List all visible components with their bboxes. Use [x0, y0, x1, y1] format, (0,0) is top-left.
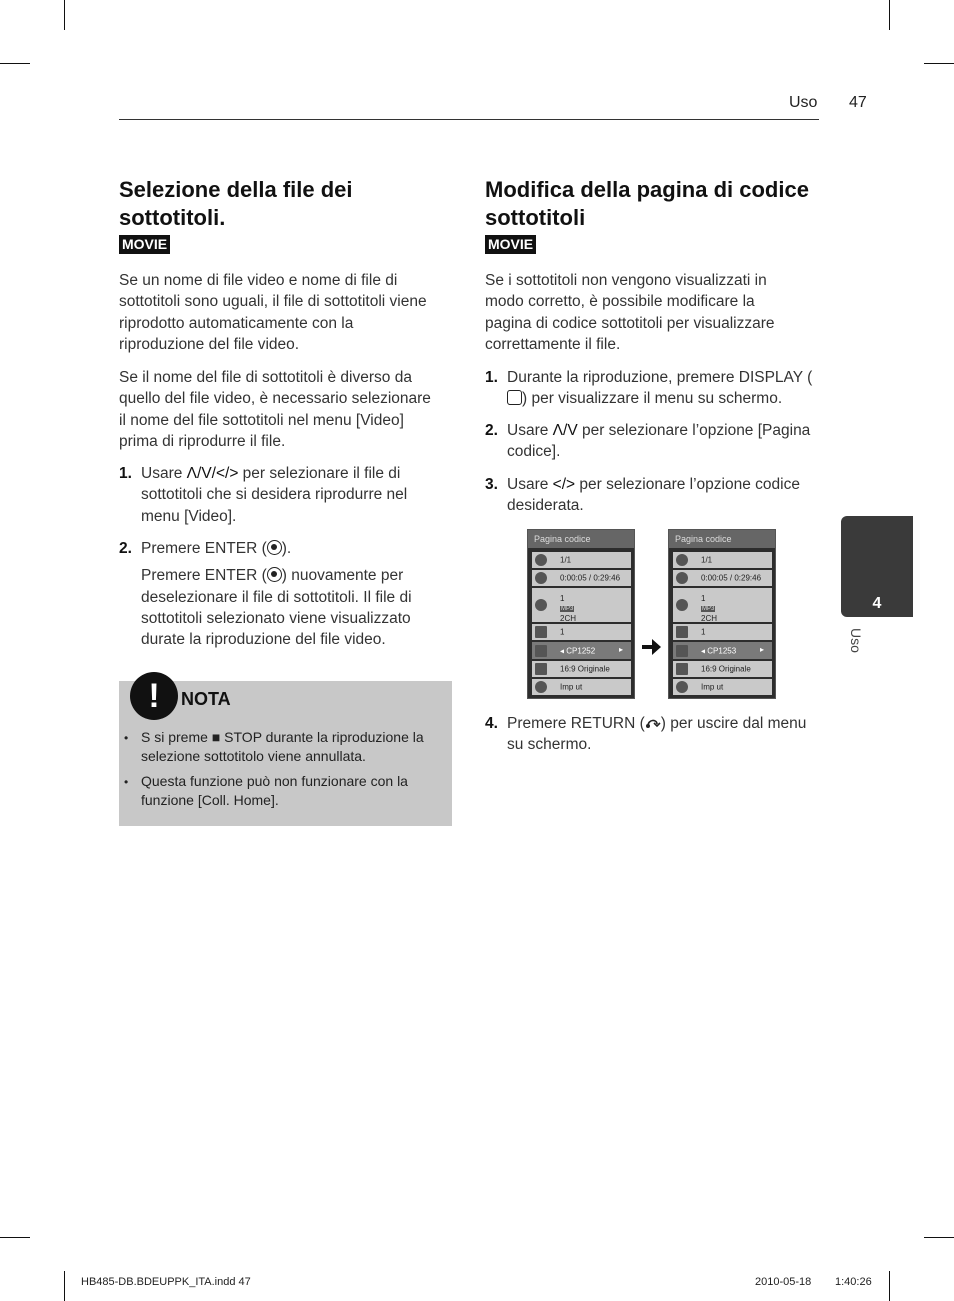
bullet: • [124, 731, 129, 745]
step-number: 1. [485, 369, 498, 386]
menu-value: Imp ut [701, 682, 724, 692]
footer-time: 1:40:26 [835, 1276, 872, 1288]
crop-mark [924, 63, 954, 64]
menu-row [532, 588, 631, 622]
note-item-2: Questa funzione può non funzionare con la funzione [Coll. Home]. [141, 773, 408, 808]
menu-row [532, 661, 631, 677]
step-text: Premere ENTER ( [141, 540, 267, 557]
right-step-2 [485, 420, 815, 463]
step-text: Premere ENTER ( [141, 567, 267, 585]
step-number: 2. [119, 540, 132, 557]
step-number: 1. [119, 465, 132, 482]
left-section [119, 176, 449, 254]
menu-value: MP3 [702, 606, 715, 612]
audio-icon [676, 599, 688, 611]
crop-mark [889, 0, 890, 30]
menu-value: CP1253 [707, 646, 737, 655]
subtitle-icon [535, 626, 547, 638]
menu-row-selected [532, 642, 631, 659]
enter-icon [267, 540, 282, 555]
note-text: S si preme [141, 729, 212, 745]
menu-value: ◂ CP1252 [560, 646, 596, 655]
settings-icon [676, 681, 688, 693]
menu-row [673, 624, 772, 640]
settings-icon [535, 681, 547, 693]
footer-date: 2010-05-18 [755, 1276, 812, 1288]
codepage-icon [676, 645, 688, 657]
right-step-3 [485, 474, 815, 517]
display-icon [507, 390, 522, 405]
arrow-right-icon: ▸ [618, 645, 623, 654]
step-text: ) per visualizzare il menu su schermo. [522, 390, 783, 408]
step-text: Usare [141, 465, 187, 482]
menu-value: 0:00:05 / 0:29:46 [560, 573, 621, 583]
left-para-1: Se un nome di file video e nome di file di sottotitoli sono uguali, il file di sottotitoli viene riprodotto automaticamente con la riproduzione del file video. [119, 272, 427, 353]
note-item-1 [141, 728, 441, 766]
left-para-2: Se il nome del file di sottotitoli è diverso da quello del file video, è necessario selezionare il nome del file sottotitoli nel menu [Video] prima di riprodurre il file. [119, 369, 431, 450]
page-number: 47 [849, 94, 867, 111]
step-number: 2. [485, 422, 498, 439]
crop-mark [889, 1271, 890, 1301]
menu-row [673, 661, 772, 677]
menu-row [673, 588, 772, 622]
chapter-tab [841, 516, 913, 617]
left-step-1 [119, 463, 439, 527]
step-number: 4. [485, 715, 498, 732]
step-text: Premere RETURN ( [507, 715, 645, 732]
menu-screenshot-after [668, 529, 776, 699]
note-text: STOP durante la riproduzione la selezione sottotitolo viene annullata. [141, 729, 424, 764]
codepage-icon [535, 645, 547, 657]
left-right-keys-icon: </> [552, 476, 576, 493]
step-text: Usare [507, 422, 553, 439]
step-text: per selezionare l’opzione [Pagina codice]. [507, 422, 811, 461]
step-text: Durante la riproduzione, premere DISPLAY ( [507, 369, 813, 386]
stop-icon: ■ [211, 729, 221, 745]
menu-value: 16:9 Originale [560, 664, 610, 674]
aspect-icon [535, 663, 547, 675]
crop-mark [0, 63, 30, 64]
enter-icon [267, 567, 282, 582]
note-title: NOTA [181, 689, 231, 709]
menu-value: CP1252 [566, 646, 596, 655]
movie-tag: MOVIE [485, 235, 536, 254]
return-icon [645, 716, 661, 729]
crop-mark [64, 0, 65, 30]
menu-value: 1/1 [560, 555, 572, 565]
step-text: ). [281, 540, 292, 557]
right-para-1: Se i sottotitoli non vengono visualizzati in modo corretto, è possibile modificare la pagina di codice sottotitoli per visualizzare correttamente il file. [485, 272, 775, 353]
arrow-right-icon: ▸ [759, 645, 764, 654]
clock-icon [535, 572, 547, 584]
subtitle-icon [676, 626, 688, 638]
arrow-right-icon [640, 636, 662, 658]
left-step-2 [119, 538, 439, 650]
warning-icon: ! [130, 672, 178, 720]
menu-value: 16:9 Originale [701, 664, 751, 674]
menu-screenshot-before [527, 529, 635, 699]
step-text: ) nuovamente per deselezionare il file di sottotitoli. Il file di sottotitoli selezionato viene visualizzato durate la riproduzione del file video. [141, 567, 412, 649]
chapter-label: Uso [848, 628, 864, 653]
step-text: ) per uscire dal menu su schermo. [507, 715, 807, 754]
menu-value: 1 [560, 627, 565, 637]
crop-mark [924, 1237, 954, 1238]
disc-icon [535, 554, 547, 566]
right-section [485, 176, 820, 254]
step-text: per selezionare l’opzione codice desiderata. [507, 476, 800, 515]
right-heading: Modifica della pagina di codice sottotitoli [485, 177, 809, 230]
clock-icon [676, 572, 688, 584]
navigation-keys-icon: Λ/V/</> [186, 465, 239, 482]
menu-value: 1 [701, 627, 706, 637]
menu-value: 2CH [560, 614, 577, 623]
up-down-keys-icon: Λ/V [552, 422, 578, 439]
audio-icon [535, 599, 547, 611]
step-text: Usare [507, 476, 553, 493]
menu-value: MP3 [561, 606, 574, 612]
menu-row [532, 552, 631, 568]
menu-row [532, 570, 631, 586]
footer-file: HB485-DB.BDEUPPK_ITA.indd 47 [81, 1276, 251, 1288]
menu-value: 1/1 [701, 555, 713, 565]
disc-icon [676, 554, 688, 566]
menu-row [532, 624, 631, 640]
bullet: • [124, 775, 129, 789]
step-number: 3. [485, 476, 498, 493]
chapter-number: 4 [872, 595, 882, 612]
menu-row [673, 570, 772, 586]
menu-title: Pagina codice [528, 530, 634, 548]
left-heading: Selezione della file dei sottotitoli. [119, 177, 353, 230]
crop-mark [64, 1271, 65, 1301]
menu-row [532, 679, 631, 695]
step-text: per selezionare il file di sottotitoli che si desidera riprodurre nel menu [Video]. [141, 465, 408, 525]
menu-row [673, 552, 772, 568]
menu-value: Imp ut [560, 682, 583, 692]
menu-value: 1 [560, 594, 565, 603]
crop-mark [0, 1237, 30, 1238]
menu-value: ◂ CP1253 [701, 646, 737, 655]
header-rule [119, 119, 819, 120]
menu-title: Pagina codice [669, 530, 775, 548]
movie-tag: MOVIE [119, 235, 170, 254]
menu-value: 2CH [701, 614, 718, 623]
header-section: Uso [789, 94, 818, 111]
menu-row-selected [673, 642, 772, 659]
menu-row [673, 679, 772, 695]
aspect-icon [676, 663, 688, 675]
right-step-1 [485, 367, 815, 410]
right-step-4 [485, 713, 815, 756]
menu-value: 1 [701, 594, 706, 603]
menu-value: 0:00:05 / 0:29:46 [701, 573, 762, 583]
